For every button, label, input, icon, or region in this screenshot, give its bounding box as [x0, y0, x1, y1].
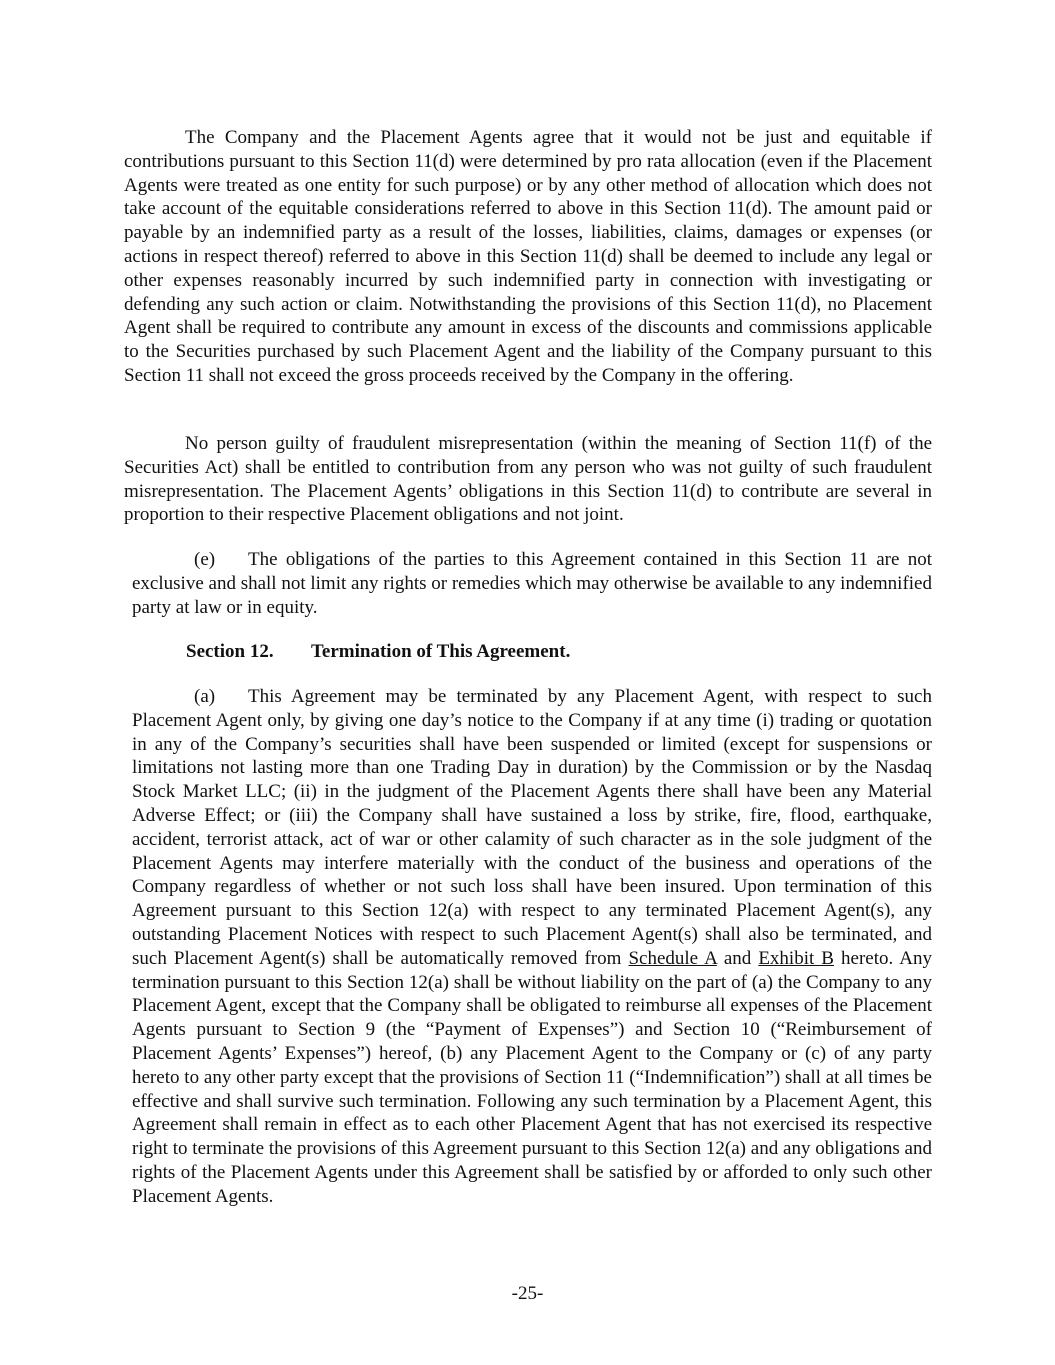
paragraph-text: The Company and the Placement Agents agree that it would not be just and equitable if contributions pursuant to this Section 11(d) were determined by pro rata allocation (even if the Placement Agents were treated as one entity for such purpose) or by any other method of allocation which does not take account of the equitable considerations referred to above in this Section 11(d). The amount paid or payable by an indemnified party as a result of the losses, liabilities, claims, damages or expenses (or actions in respect thereof) referred to above in this Section 11(d) shall be deemed to include any legal or other expenses reasonably incurred by such indemnified party in connection with investigating or defending any such action or claim. Notwithstanding the provisions of this Section 11(d), no Placement Agent shall be required to contribute any amount in excess of the discounts and commissions applicable to the Securities purchased by such Placement Agent and the liability of the Company pursuant to this Section 11 shall not exceed the gross proceeds received by the Company in the offering. [124, 127, 932, 386]
paragraph-text: No person guilty of fraudulent misrepresentation (within the meaning of Section 11(f) of the Securities Act) shall be entitled to contribution from any person who was not guilty of such fraudulent misrepresentation. The Placement Agents’ obligations in this Section 11(d) to contribute are several in proportion to their respective Placement obligations and not joint. [124, 433, 932, 526]
paragraph-12a [132, 685, 932, 1209]
paragraph-contribution-allocation [124, 126, 932, 388]
paragraph-text: The obligations of the parties to this Agreement contained in this Section 11 are not exclusive and shall not limit any rights or remedies which may otherwise be available to any indemnified party at law or in equity. [132, 549, 932, 618]
page-number: -25- [511, 1283, 544, 1304]
section-number: Section 12. [186, 641, 274, 662]
section-heading [186, 640, 570, 664]
paragraph-fraudulent-misrepresentation [124, 432, 932, 527]
schedule-a-reference: Schedule A [628, 947, 717, 969]
subsection-label: (e) [194, 549, 216, 570]
section-title: Termination of This Agreement. [311, 641, 571, 662]
exhibit-b-reference: Exhibit B [758, 947, 834, 969]
paragraph-11e [132, 548, 932, 619]
paragraph-text-continued: hereto. Any termination pursuant to this Section 12(a) shall be without liability on the part of (a) the Company to any Placement Agent, except that the Company shall be obligated to reimburse all expenses of the Placement Agents pursuant to Section 9 (the “Payment of Expenses”) and Section 10 (“Reimbursement of Placement Agents’ Expenses”) hereof, (b) any Placement Agent to the Company or (c) of any party hereto to any other party except that the provisions of Section 11 (“Indemnification”) shall at all times be effective and shall survive such termination. Following any such termination by a Placement Agent, this Agreement shall remain in effect as to each other Placement Agent that has not exercised its respective right to terminate the provisions of this Agreement pursuant to this Section 12(a) and any obligations and rights of the Placement Agents under this Agreement shall be satisfied by or afforded to only such other Placement Agents. [132, 947, 932, 1207]
paragraph-text: This Agreement may be terminated by any Placement Agent, with respect to such Placement Agent only, by giving one day’s notice to the Company if at any time (i) trading or quotation in any of the Company’s securities shall have been suspended or limited (except for suspensions or limitations not lasting more than one Trading Day in duration) by the Commission or by the Nasdaq Stock Market LLC; (ii) in the judgment of the Placement Agents there shall have been any Material Adverse Effect; or (iii) the Company shall have sustained a loss by strike, fire, flood, earthquake, accident, terrorist attack, act of war or other calamity of such character as in the sole judgment of the Placement Agents may interfere materially with the conduct of the business and operations of the Company regardless of whether or not such loss shall have been insured. Upon termination of this Agreement pursuant to this Section 12(a) with respect to any terminated Placement Agent(s), any outstanding Placement Notices with respect to such Placement Agent(s) shall also be terminated, and such Placement Agent(s) shall be automatically removed from [132, 686, 932, 969]
subsection-label: (a) [194, 686, 216, 707]
connector-text: and [716, 947, 759, 969]
